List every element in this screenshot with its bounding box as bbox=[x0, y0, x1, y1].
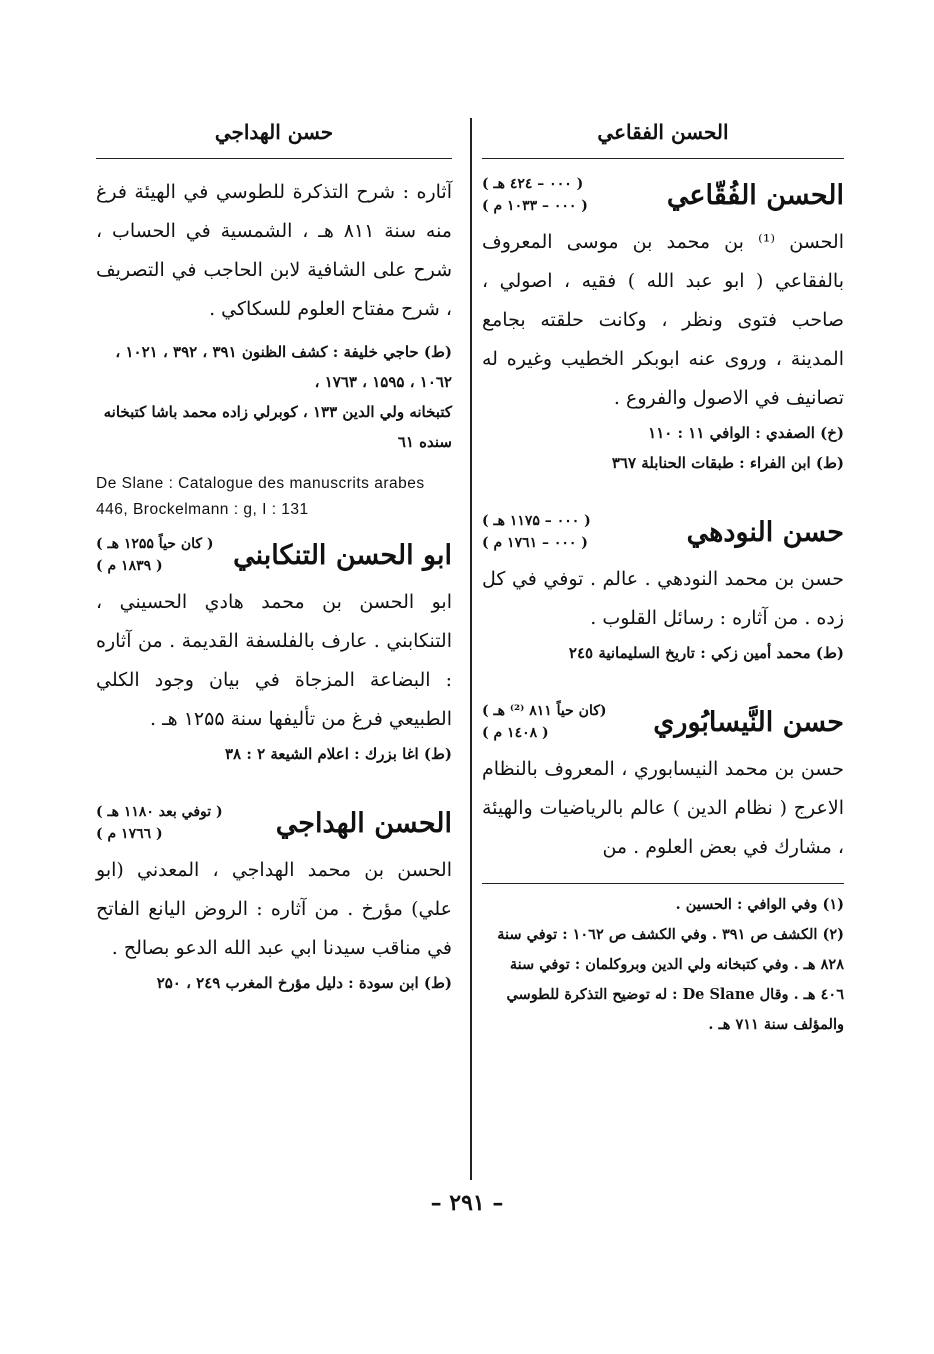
entry-ref: (خ) الصفدي : الوافي ۱۱ : ۱۱۰ bbox=[648, 424, 844, 442]
entry-name: الحسن الهداجي bbox=[275, 807, 452, 839]
gregorian-date: ( ۰۰۰ – ۱۷٦۱ م ) bbox=[482, 535, 588, 551]
entry-body: حسن بن محمد النيسابوري ، المعروف بالنظام الاعرج ( نظام الدين ) عالم بالرياضيات والهيئة ، مشارك في بعض العلوم . من bbox=[482, 758, 844, 858]
right-column bbox=[482, 120, 844, 1040]
entry-ref: (ط) محمد أمين زكي : تاريخ السليمانية ٢٤٥ bbox=[568, 644, 844, 662]
left-column-header: حسن الهداجي bbox=[96, 120, 452, 159]
hijri-date: ( كان حياً ۱۲۵۵ هـ ) bbox=[96, 536, 214, 552]
latin-reference: De Slane : Catalogue des manuscrits arabes 446, Brockelmann : g, I : 131 bbox=[96, 475, 425, 518]
gregorian-date: ( ۱۸۳۹ م ) bbox=[96, 558, 163, 574]
entry-faqqai bbox=[482, 173, 844, 478]
continued-body: آثاره : شرح التذكرة للطوسي في الهيئة فرغ منه سنة ۸۱۱ هـ ، الشمسية في الحساب ، شرح على الشافية لابن الحاجب في التصريف ، شرح مفتاح العلوم للسكاكي . bbox=[96, 181, 452, 320]
entry-ref: كتبخانه ولي الدين ۱۳۳ ، كوبرلي زاده محمد باشا كتبخانه سنده ٦۱ bbox=[103, 403, 452, 451]
column-divider bbox=[470, 118, 472, 1180]
entry-body: الحسن بن محمد الهداجي ، المعدني (ابو علي) مؤرخ . من آثاره : الروض اليانع الفاتح في مناقب سيدنا ابي عبد الله الدعو بصالح . bbox=[96, 859, 452, 959]
entry-heading bbox=[482, 173, 844, 217]
entry-name: ابو الحسن التنكابني bbox=[233, 539, 452, 571]
entry-heading bbox=[482, 510, 844, 554]
hijri-date: ( ۰۰۰ – ٤٢٤ هـ ) bbox=[482, 176, 584, 192]
entry-dates bbox=[482, 510, 591, 554]
footnote: (۱) وفي الوافي : الحسين . bbox=[675, 896, 844, 913]
entry-name: الحسن الفُقّاعي bbox=[666, 179, 844, 211]
entry-ref: (ط) حاجي خليفة : كشف الظنون ۳۹۱ ، ۳۹۲ ، ۱۰۲۱ ، ۱۰٦۲ ، ۱۵۹۵ ، ۱۷٦۳ ، bbox=[115, 343, 452, 391]
entry-heading bbox=[96, 801, 452, 845]
hijri-date: (كان حياً ۸۱۱ ⁽²⁾ هـ ) bbox=[482, 703, 607, 719]
left-column bbox=[96, 120, 452, 998]
gregorian-date: ( ۱۷٦٦ م ) bbox=[96, 826, 163, 842]
entry-name: حسن النَّيسابُوري bbox=[653, 706, 844, 738]
entry-ref: (ط) ابن الفراء : طبقات الحنابلة ٣٦٧ bbox=[611, 454, 844, 472]
gregorian-date: ( ۰۰۰ – ۱۰۳۳ م ) bbox=[482, 198, 588, 214]
entry-body: حسن بن محمد النودهي . عالم . توفي في كل زده . من آثاره : رسائل القلوب . bbox=[482, 568, 844, 629]
right-column-header: الحسن الفقاعي bbox=[482, 120, 844, 159]
entry-ref: (ط) ابن سودة : دليل مؤرخ المغرب ۲٤۹ ، ۲۵۰ bbox=[156, 974, 452, 992]
entry-hudaji bbox=[96, 801, 452, 998]
entry-tunkabuni bbox=[96, 533, 452, 769]
entry-dates bbox=[482, 700, 607, 744]
entry-dates bbox=[96, 801, 223, 845]
entry-ref: (ط) اغا بزرك : اعلام الشيعة ۲ : ۳۸ bbox=[224, 745, 452, 763]
entry-naysaburi bbox=[482, 700, 844, 867]
footnote: (۲) الكشف ص ۳۹۱ . وفي الكشف ص ۱۰٦۲ : توفي سنة ۸۲۸ هـ . وفي كتبخانه ولي الدين وبروكلمان : توفي سنة ٤۰٦ هـ . وقال De Slane : له توضيح التذكرة للطوسي والمؤلف سنة ۷۱۱ هـ . bbox=[497, 926, 844, 1033]
entry-dates bbox=[96, 533, 214, 577]
footnotes bbox=[482, 883, 844, 1040]
gregorian-date: ( ۱٤۰۸ م ) bbox=[482, 725, 549, 741]
page-number: – ۲۹۱ – bbox=[430, 1190, 504, 1216]
entry-body: ابو الحسن بن محمد هادي الحسيني ، التنكابني . عارف بالفلسفة القديمة . من آثاره : البضاعة المزجاة في بيان وجود الكلي الطبيعي فرغ من تأليفها سنة ۱۲۵۵ هـ . bbox=[96, 591, 452, 730]
entry-nawdahi bbox=[482, 510, 844, 668]
entry-dates bbox=[482, 173, 588, 217]
hijri-date: ( ۰۰۰ – ۱۱۷۵ هـ ) bbox=[482, 513, 591, 529]
entry-body: الحسن ⁽¹⁾ بن محمد بن موسى المعروف بالفقاعي ( ابو عبد الله ) فقيه ، اصولي ، صاحب فتوى ونظر ، وكانت حلقته بجامع المدينة ، وروى عنه ابوبكر الخطيب وغيره له تصانيف في الاصول والفروع . bbox=[482, 231, 844, 409]
entry-heading bbox=[96, 533, 452, 577]
entry-heading bbox=[482, 700, 844, 744]
entry-name: حسن النودهي bbox=[686, 516, 844, 548]
hijri-date: ( توفي بعد ۱۱۸۰ هـ ) bbox=[96, 804, 223, 820]
